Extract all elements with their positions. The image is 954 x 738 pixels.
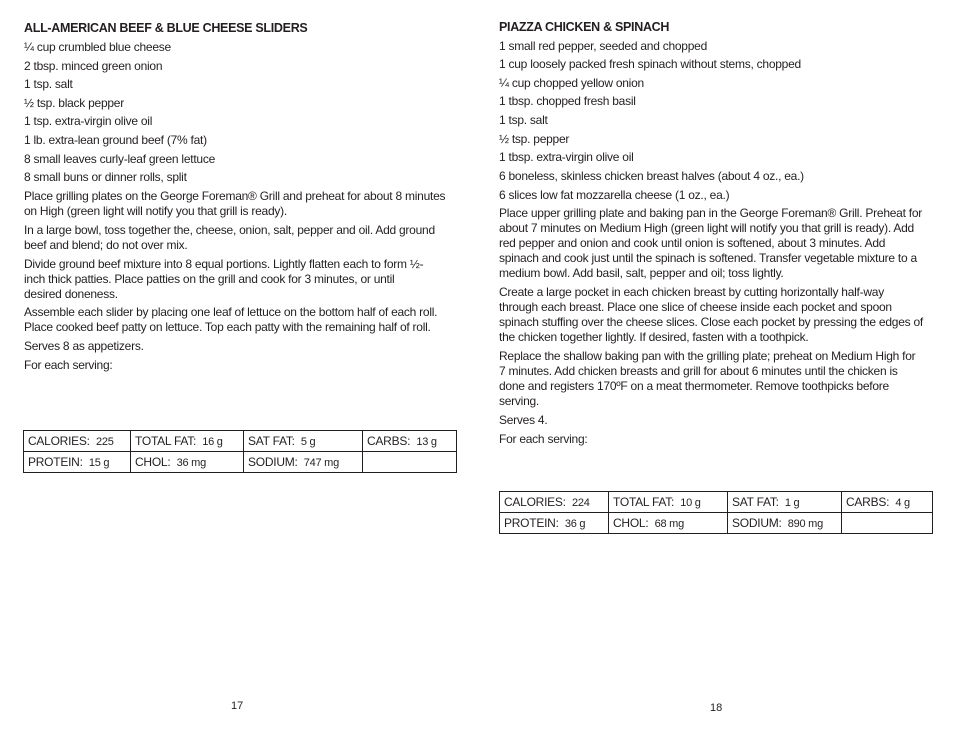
ingredient-item: 2 tbsp. minced green onion xyxy=(24,59,163,73)
nutrition-value: 1 g xyxy=(784,497,800,509)
nutrition-cell xyxy=(131,452,244,473)
nutrition-row xyxy=(24,431,457,452)
ingredient-item: ½ tsp. black pepper xyxy=(24,96,124,110)
ingredient-item: 1 tsp. salt xyxy=(24,77,73,91)
ingredient-item: ¼ cup crumbled blue cheese xyxy=(24,40,171,54)
instruction-step: Place grilling plates on the George Foreman® Grill and preheat for about 8 minutes on High (green light will notify you that grill is ready). xyxy=(24,189,446,218)
nutrition-table xyxy=(23,430,457,473)
instruction-step: Create a large pocket in each chicken breast by cutting horizontally half-way through each breast. Place one slice of cheese inside each pocket and spoon spinach stuffing over the cheese slices. Close each pocket by pressing the edges of the chicken together lightly. If desired, fasten with a toothpick. xyxy=(499,285,923,344)
recipe-title: PIAZZA CHICKEN & SPINACH xyxy=(499,20,670,34)
recipe-title: ALL-AMERICAN BEEF & BLUE CHEESE SLIDERS xyxy=(24,21,308,35)
ingredient-item: 6 boneless, skinless chicken breast halves (about 4 oz., ea.) xyxy=(499,169,804,183)
nutrition-value: 4 g xyxy=(895,497,910,509)
ingredient-item: 1 tbsp. chopped fresh basil xyxy=(499,94,636,108)
nutrition-value: 747 mg xyxy=(303,457,339,469)
nutrition-cell xyxy=(609,492,728,513)
nutrition-table xyxy=(499,491,933,534)
nutrition-label: TOTAL FAT: xyxy=(135,434,197,448)
instruction-step: In a large bowl, toss together the, cheese, onion, salt, pepper and oil. Add ground beef and blend; do not over mix. xyxy=(24,223,435,252)
nutrition-cell xyxy=(842,492,933,513)
ingredient-item: 1 lb. extra-lean ground beef (7% fat) xyxy=(24,133,207,147)
nutrition-label: CALORIES: xyxy=(28,434,90,448)
ingredient-item: 8 small leaves curly-leaf green lettuce xyxy=(24,152,216,166)
nutrition-value: 16 g xyxy=(202,436,223,448)
nutrition-cell xyxy=(244,452,363,473)
nutrition-value: 224 xyxy=(571,497,590,509)
nutrition-value: 36 g xyxy=(564,518,586,530)
ingredient-item: 1 cup loosely packed fresh spinach without stems, chopped xyxy=(499,57,801,71)
nutrition-value: 15 g xyxy=(88,457,110,469)
instruction-step: Assemble each slider by placing one leaf of lettuce on the bottom half of each roll. Place cooked beef patty on lettuce. Top each patty with the remaining half of roll. xyxy=(24,305,438,334)
instruction-step: Replace the shallow baking pan with the grilling plate; preheat on Medium High for 7 minutes. Add chicken breasts and grill for about 6 minutes until the chicken is done and registers 170ºF on a meat thermometer. Remove toothpicks before serving. xyxy=(499,349,916,408)
ingredient-item: ¼ cup chopped yellow onion xyxy=(499,76,644,90)
ingredient-item: 8 small buns or dinner rolls, split xyxy=(24,170,187,184)
nutrition-label: SODIUM: xyxy=(732,516,782,530)
nutrition-cell xyxy=(24,452,131,473)
instruction-step: Divide ground beef mixture into 8 equal portions. Lightly flatten each to form ½-inch thick patties. Place patties on the grill and cook for 3 minutes, or until desired doneness. xyxy=(24,257,424,301)
nutrition-cell xyxy=(363,431,457,452)
ingredient-item: ½ tsp. pepper xyxy=(499,132,570,146)
nutrition-cell-empty xyxy=(842,513,933,534)
nutrition-value: 10 g xyxy=(680,497,701,509)
right-page xyxy=(477,0,954,738)
nutrition-label: SAT FAT: xyxy=(732,495,779,509)
nutrition-cell xyxy=(131,431,244,452)
nutrition-cell xyxy=(609,513,728,534)
nutrition-label: CALORIES: xyxy=(504,495,566,509)
ingredient-item: 1 tsp. salt xyxy=(499,113,548,127)
nutrition-value: 890 mg xyxy=(787,518,823,530)
ingredient-item: 1 tbsp. extra-virgin olive oil xyxy=(499,150,634,164)
ingredient-item: 6 slices low fat mozzarella cheese (1 oz., ea.) xyxy=(499,188,730,202)
nutrition-value: 13 g xyxy=(416,436,437,448)
for-each-serving: For each serving: xyxy=(24,358,113,372)
nutrition-label: CARBS: xyxy=(846,495,890,509)
nutrition-value: 5 g xyxy=(300,436,316,448)
nutrition-label: PROTEIN: xyxy=(504,516,559,530)
nutrition-value: 36 mg xyxy=(176,457,206,469)
nutrition-cell xyxy=(500,492,609,513)
nutrition-label: SAT FAT: xyxy=(248,434,295,448)
nutrition-value: 68 mg xyxy=(654,518,684,530)
page-number: 17 xyxy=(231,700,244,712)
nutrition-label: TOTAL FAT: xyxy=(613,495,675,509)
nutrition-row xyxy=(500,513,933,534)
nutrition-cell xyxy=(500,513,609,534)
ingredient-item: 1 small red pepper, seeded and chopped xyxy=(499,39,707,53)
nutrition-label: SODIUM: xyxy=(248,455,298,469)
nutrition-row xyxy=(24,452,457,473)
nutrition-cell-empty xyxy=(363,452,457,473)
ingredient-item: 1 tsp. extra-virgin olive oil xyxy=(24,114,153,128)
nutrition-cell xyxy=(244,431,363,452)
nutrition-value: 225 xyxy=(95,436,114,448)
nutrition-label: PROTEIN: xyxy=(28,455,83,469)
nutrition-cell xyxy=(728,492,842,513)
serves-text: Serves 8 as appetizers. xyxy=(24,339,144,353)
nutrition-row xyxy=(500,492,933,513)
instruction-step: Place upper grilling plate and baking pan in the George Foreman® Grill. Preheat for about 7 minutes on Medium High (green light will notify you that grill is ready). Add red pepper and onion and cook until onion is softened, about 3 minutes. Add spinach and cook just until the spinach is softened. Transfer vegetable mixture to a medium bowl. Add basil, salt, pepper and oil; toss lightly. xyxy=(499,206,923,280)
serves-text: Serves 4. xyxy=(499,413,548,427)
nutrition-label: CHOL: xyxy=(613,516,649,530)
nutrition-label: CHOL: xyxy=(135,455,171,469)
page-number: 18 xyxy=(710,702,723,714)
for-each-serving: For each serving: xyxy=(499,432,588,446)
nutrition-cell xyxy=(728,513,842,534)
nutrition-label: CARBS: xyxy=(367,434,411,448)
nutrition-cell xyxy=(24,431,131,452)
